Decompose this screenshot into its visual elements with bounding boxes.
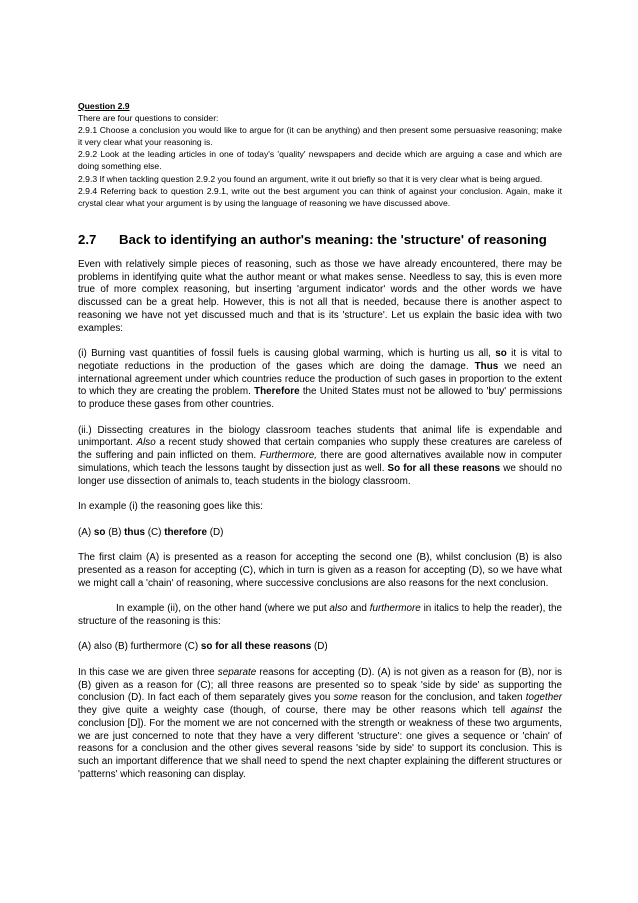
- chain-pattern: [78, 527, 562, 540]
- pattern-thus: thus: [124, 526, 145, 538]
- example-2-intro-text-3: in italics to help the reader), the structure of the reasoning is this:: [78, 603, 562, 627]
- example-2-text-1: (ii.) Dissecting creatures in the biology classroom teaches students that animal life is expendable and unimportant.: [78, 424, 562, 449]
- question-item-3: 2.9.3 If when tackling question 2.9.2 you found an argument, write it out briefly so that it is very clear what is being argued.: [78, 173, 543, 184]
- example-2-keyword-so-for-all: So for all these reasons: [387, 462, 501, 474]
- example-1-keyword-thus: Thus: [474, 360, 499, 372]
- example-2-intro: [78, 603, 562, 629]
- question-block: [78, 100, 562, 209]
- pattern2-keyword: so for all these reasons: [200, 641, 312, 653]
- final-against: against: [510, 705, 543, 717]
- example-1-text-2: it is vital to negotiate reductions in the production of the gases which are doing the damage.: [78, 348, 563, 372]
- example-2-intro-text-1: In example (ii), on the other hand (where we put: [116, 603, 327, 615]
- example-2-keyword-also: Also: [136, 437, 156, 449]
- question-intro: There are four questions to consider:: [78, 113, 219, 124]
- final-text-1: In this case we are given three: [78, 666, 215, 678]
- question-item-4: 2.9.4 Referring back to question 2.9.1, write out the best argument you can think of against your conclusion. Again, make it crystal clear what your argument is by using the language of reasoning we have discussed above.: [78, 185, 562, 208]
- pattern-therefore: therefore: [164, 526, 208, 538]
- final-separate: separate: [217, 666, 257, 678]
- document-page: [78, 100, 562, 794]
- question-item-1: 2.9.1 Choose a conclusion you would like to argue for (it can be anything) and then present some persuasive reasoning; make it very clear what your reasoning is.: [78, 125, 562, 148]
- section-number: 2.7: [78, 231, 97, 247]
- chain-explanation: The first claim (A) is presented as a reason for accepting the second one (B), whilst conclusion (B) is also presented as a reason for accepting (C), which in turn is given as a reason for accepting (D), so we have what we might call a 'chain' of reasoning, where successive conclusions are also reasons for the next conclusion.: [78, 552, 562, 589]
- pattern-a: (A): [78, 526, 92, 538]
- section-body: [78, 259, 562, 782]
- side-by-side-pattern: [78, 641, 562, 654]
- intro-paragraph: Even with relatively simple pieces of reasoning, such as those we have already encountered, there may be problems in identifying quite what the author meant or what makes sense. Needless to say, this is even more true of more complex reasoning, but inserting 'argument indicator' words and the other words we have discussed can be a great help. However, this is not all that is needed, because there is another aspect to reasoning we have not yet discussed much and that is its 'structure'. Let us explain the basic idea with two examples:: [78, 258, 562, 334]
- example-2-intro-furthermore: furthermore: [369, 603, 421, 615]
- example-2-paragraph: [78, 425, 562, 489]
- pattern2-abc: (A) also (B) furthermore (C): [78, 641, 199, 653]
- example-2-intro-text-2: and: [350, 603, 367, 615]
- section-heading: [78, 232, 562, 248]
- example-2-intro-also: also: [329, 603, 348, 615]
- example-1-keyword-so: so: [495, 348, 507, 360]
- example-1-text-3: we need an international agreement under which countries reduce the production of such gases in proportion to the extent to which they are creating the problem.: [78, 360, 562, 398]
- pattern-c: (C): [147, 526, 162, 538]
- pattern2-d: (D): [314, 641, 328, 653]
- question-item-2: 2.9.2 Look at the leading articles in one of today's 'quality' newspapers and decide which are arguing a case and which are doing something else.: [78, 149, 562, 172]
- final-text-4: they give quite a weighty case (though, of course, there may be other reasons which tell: [78, 705, 506, 717]
- example-1-keyword-therefore: Therefore: [254, 386, 300, 398]
- final-together: together: [525, 692, 562, 704]
- example-1-text-4: the United States must not be allowed to 'buy' permissions to produce these gases from other countries.: [78, 386, 563, 411]
- example-2-text-4: we should no longer use dissection of animals to, teach students in the biology classroom.: [78, 462, 562, 487]
- pattern-b: (B): [108, 526, 122, 538]
- example-1-text-1: (i) Burning vast quantities of fossil fuels is causing global warming, which is hurting us all,: [78, 348, 491, 360]
- final-some: some: [333, 692, 358, 704]
- pattern-so: so: [93, 526, 106, 538]
- example-1-paragraph: [78, 348, 562, 412]
- question-heading: Question 2.9: [78, 101, 130, 111]
- final-text-3: reason for the conclusion, and taken: [360, 692, 523, 704]
- pattern-d: (D): [209, 526, 224, 538]
- final-text-5: the conclusion [D]). For the moment we are not concerned with the strength or weakness of these two arguments, we are just concerned to note that they have a very different 'structure': one gives a sequence or 'chain' of reasons for a conclusion and the other gives several reasons 'side by side' to support its conclusion. This is such an important difference that we shall need to spend the next chapter explaining the different structures or 'patterns' which reasoning can display.: [78, 705, 562, 780]
- final-text-2: reasons for accepting (D). (A) is not given as a reason for (B), nor is (B) given as a reason for (C); all three reasons are presented so to speak 'side by side' as supporting the conclusion (D). In fact each of them separately gives you: [78, 666, 562, 704]
- structure-explanation: [78, 667, 562, 782]
- section-title: Back to identifying an author's meaning: the 'structure' of reasoning: [119, 231, 547, 247]
- example-2-text-2: a recent study showed that certain companies who supply these creatures are careless of the suffering and pain inflicted on them.: [78, 437, 563, 462]
- example-1-intro: In example (i) the reasoning goes like this:: [78, 501, 263, 513]
- example-2-text-3: there are good alternatives available now in computer simulations, which teach the lessons taught by dissection just as well.: [78, 450, 562, 474]
- example-2-keyword-furthermore: Furthermore,: [259, 450, 317, 462]
